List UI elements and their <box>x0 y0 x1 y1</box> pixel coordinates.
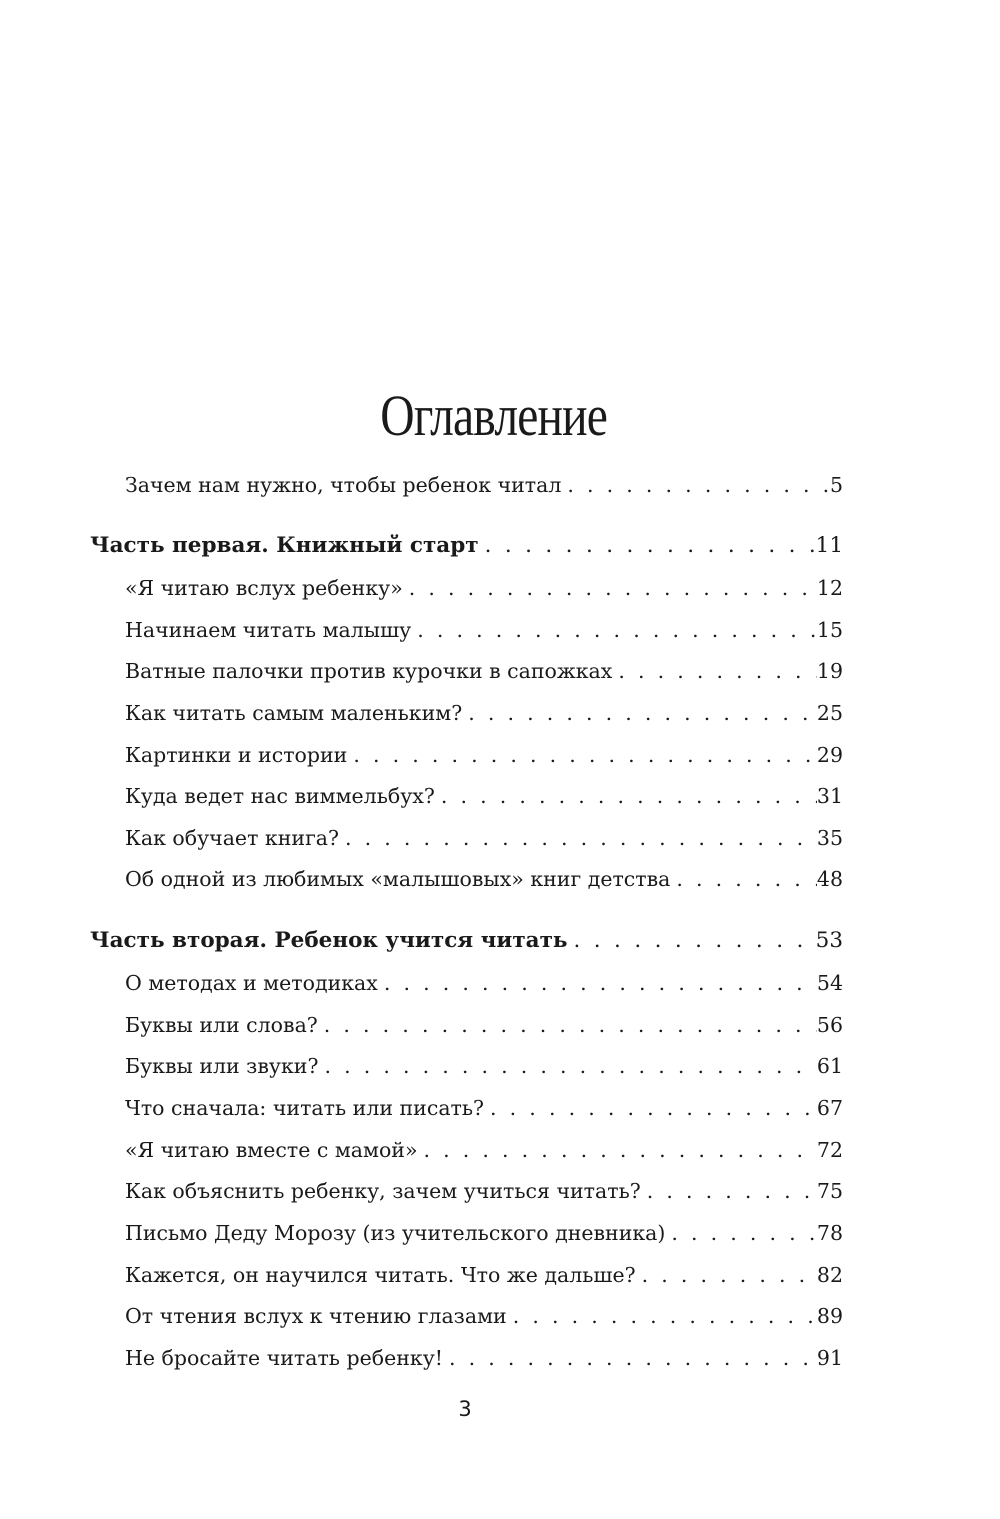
toc-entry-label: Как читать самым маленьким? <box>125 701 463 725</box>
toc-entry-label: Зачем нам нужно, чтобы ребенок читал <box>125 473 562 497</box>
toc-entry-label: Ватные палочки против курочки в сапожках <box>125 659 613 683</box>
toc-entry-page: 72 <box>816 1138 843 1162</box>
toc-entry-label: Не бросайте читать ребенку! <box>125 1346 443 1370</box>
toc-entry-label: Буквы или слова? <box>125 1013 318 1037</box>
toc-entry <box>125 738 843 772</box>
toc-entry-page: 29 <box>816 743 843 767</box>
dot-leader <box>462 696 817 730</box>
dot-leader <box>641 1174 817 1208</box>
toc-entry-label: Письмо Деду Морозу (из учительского дневника) <box>125 1221 666 1245</box>
toc-entry <box>125 1174 843 1208</box>
toc-entry-page: 82 <box>816 1263 843 1287</box>
dot-leader <box>339 821 817 855</box>
toc-entry <box>125 654 843 688</box>
toc-entry-label: «Я читаю вслух ребенку» <box>125 576 403 600</box>
toc-entry <box>125 1133 843 1167</box>
toc-entry <box>125 779 843 813</box>
toc-entry <box>125 1258 843 1292</box>
dot-leader <box>561 468 830 502</box>
toc-entry-label: Картинки и истории <box>125 743 348 767</box>
toc-entry-label: «Я читаю вместе с мамой» <box>125 1138 418 1162</box>
dot-leader <box>318 1049 816 1083</box>
toc-entry-page: 35 <box>816 826 843 850</box>
dot-leader <box>507 1299 817 1333</box>
toc-entry <box>125 1299 843 1333</box>
dot-leader <box>670 862 817 896</box>
dot-leader <box>403 571 817 605</box>
toc-part-label: Часть первая. Книжный старт <box>90 533 479 558</box>
dot-leader <box>636 1258 817 1292</box>
dot-leader <box>435 779 817 813</box>
dot-leader <box>347 738 817 772</box>
toc-entry-page: 19 <box>816 659 843 683</box>
toc-entry-page: 15 <box>816 618 843 642</box>
toc-entry <box>125 862 843 896</box>
toc-entry-page: 67 <box>816 1096 843 1120</box>
toc-entry <box>125 468 843 502</box>
toc-entry-page: 25 <box>816 701 843 725</box>
dot-leader <box>418 1133 817 1167</box>
toc-entry-label: Как объяснить ребенку, зачем учиться читать? <box>125 1179 641 1203</box>
toc-entry <box>125 696 843 730</box>
toc-entry-page: 31 <box>816 784 843 808</box>
toc-entry <box>125 1049 843 1083</box>
toc-entry-label: Как обучает книга? <box>125 826 340 850</box>
dot-leader <box>411 613 817 647</box>
toc-entry-page: 75 <box>816 1179 843 1203</box>
toc-entry <box>125 613 843 647</box>
toc-entry-page: 61 <box>816 1054 843 1078</box>
toc-entry-label: Куда ведет нас виммельбух? <box>125 784 435 808</box>
toc-entry-label: От чтения вслух к чтению глазами <box>125 1304 507 1328</box>
toc-part-page: 53 <box>815 928 843 953</box>
toc-entry <box>125 1216 843 1250</box>
dot-leader <box>378 966 817 1000</box>
toc-entry <box>125 966 843 1000</box>
dot-leader <box>479 529 816 563</box>
toc-entry-page: 89 <box>816 1304 843 1328</box>
toc-part-heading <box>90 924 843 958</box>
dot-leader <box>568 924 816 958</box>
toc-entry-page: 5 <box>829 473 843 497</box>
dot-leader <box>318 1008 817 1042</box>
toc-entry-page: 12 <box>816 576 843 600</box>
dot-leader <box>443 1341 817 1375</box>
toc-entry-label: Об одной из любимых «малышовых» книг детства <box>125 867 671 891</box>
toc-entry <box>125 1341 843 1375</box>
toc-entry-label: Начинаем читать малышу <box>125 618 412 642</box>
toc-entry-page: 91 <box>816 1346 843 1370</box>
dot-leader <box>484 1091 817 1125</box>
dot-leader <box>612 654 817 688</box>
toc-entry-label: Буквы или звуки? <box>125 1054 319 1078</box>
toc-part-page: 11 <box>815 533 843 558</box>
toc-entry-page: 54 <box>816 971 843 995</box>
toc-entry-page: 48 <box>816 867 843 891</box>
toc-entry <box>125 1091 843 1125</box>
toc-part-label: Часть вторая. Ребенок учится читать <box>90 928 568 953</box>
toc-entry-label: О методах и методиках <box>125 971 378 995</box>
toc-entry <box>125 1008 843 1042</box>
toc-entry-page: 56 <box>816 1013 843 1037</box>
toc-entry <box>125 821 843 855</box>
toc-part-heading <box>90 529 843 563</box>
page-number: 3 <box>458 1397 472 1421</box>
toc-entry <box>125 571 843 605</box>
toc-entry-label: Кажется, он научился читать. Что же дальше? <box>125 1263 636 1287</box>
toc-entry-page: 78 <box>816 1221 843 1245</box>
toc-entry-label: Что сначала: читать или писать? <box>125 1096 485 1120</box>
dot-leader <box>665 1216 817 1250</box>
page-title: Оглавление <box>380 383 608 448</box>
